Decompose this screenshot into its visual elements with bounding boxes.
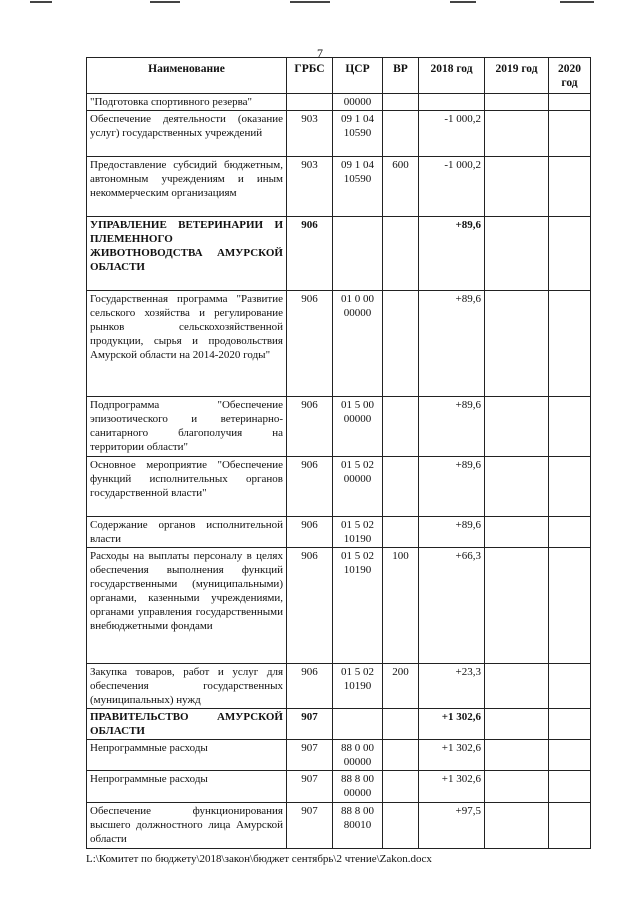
cell-y2018: -1 000,2 — [419, 157, 485, 217]
cell-y2019 — [485, 517, 549, 548]
cell-name: Обеспечение функционирования высшего должностного лица Амурской области — [87, 803, 287, 849]
cell-name: Непрограммные расходы — [87, 740, 287, 771]
cell-y2019 — [485, 217, 549, 291]
table-row — [87, 94, 591, 111]
table-row — [87, 517, 591, 548]
page-number: 7 — [317, 46, 323, 60]
table-row — [87, 548, 591, 664]
cell-grbs — [287, 94, 333, 111]
cell-csr: 01 5 02 10190 — [333, 548, 383, 664]
cell-grbs: 906 — [287, 548, 333, 664]
table-header-row — [87, 58, 591, 94]
cell-y2018: +89,6 — [419, 291, 485, 397]
cell-y2018: +89,6 — [419, 397, 485, 457]
cell-grbs: 907 — [287, 803, 333, 849]
cell-y2020 — [549, 291, 591, 397]
cell-y2020 — [549, 548, 591, 664]
table-row — [87, 157, 591, 217]
table-row — [87, 771, 591, 803]
cell-y2019 — [485, 664, 549, 709]
table-row — [87, 740, 591, 771]
cell-y2020 — [549, 664, 591, 709]
cell-csr: 09 1 04 10590 — [333, 111, 383, 157]
header-2019: 2019 год — [485, 58, 549, 94]
cell-csr: 01 5 00 00000 — [333, 397, 383, 457]
header-2020: 2020 год — [549, 58, 591, 94]
cell-grbs: 906 — [287, 517, 333, 548]
cell-csr: 88 0 00 00000 — [333, 740, 383, 771]
cell-csr: 01 0 00 00000 — [333, 291, 383, 397]
cell-csr: 09 1 04 10590 — [333, 157, 383, 217]
cell-y2020 — [549, 111, 591, 157]
cell-name: "Подготовка спортивного резерва" — [87, 94, 287, 111]
cell-grbs: 903 — [287, 157, 333, 217]
cell-csr: 88 8 00 00000 — [333, 771, 383, 803]
table-row — [87, 457, 591, 517]
cell-y2019 — [485, 94, 549, 111]
cell-y2020 — [549, 740, 591, 771]
table-body — [87, 94, 591, 849]
table-row — [87, 397, 591, 457]
cell-name: Предоставление субсидий бюджетным, автономным учреждениям и иным некоммерческим организациям — [87, 157, 287, 217]
cell-csr — [333, 217, 383, 291]
table-row — [87, 803, 591, 849]
cell-y2020 — [549, 517, 591, 548]
table-row — [87, 709, 591, 740]
cell-name: УПРАВЛЕНИЕ ВЕТЕРИНАРИИ И ПЛЕМЕННОГО ЖИВОТНОВОДСТВА АМУРСКОЙ ОБЛАСТИ — [87, 217, 287, 291]
cell-csr: 01 5 02 10190 — [333, 664, 383, 709]
cell-y2020 — [549, 457, 591, 517]
cell-vr — [383, 771, 419, 803]
cell-vr — [383, 217, 419, 291]
cell-csr: 88 8 00 80010 — [333, 803, 383, 849]
cell-grbs: 907 — [287, 709, 333, 740]
cell-y2018: -1 000,2 — [419, 111, 485, 157]
budget-table — [86, 57, 591, 849]
cell-y2019 — [485, 548, 549, 664]
cell-y2020 — [549, 397, 591, 457]
cell-y2020 — [549, 217, 591, 291]
cell-grbs: 906 — [287, 217, 333, 291]
cell-vr — [383, 94, 419, 111]
cell-csr: 01 5 02 00000 — [333, 457, 383, 517]
cell-name: Подпрограмма "Обеспечение эпизоотического и ветеринарно-санитарного благополучия на территории области" — [87, 397, 287, 457]
cell-csr: 00000 — [333, 94, 383, 111]
cell-y2019 — [485, 157, 549, 217]
header-2018: 2018 год — [419, 58, 485, 94]
cell-name: Закупка товаров, работ и услуг для обеспечения государственных (муниципальных) нужд — [87, 664, 287, 709]
cell-y2019 — [485, 740, 549, 771]
cell-y2019 — [485, 771, 549, 803]
cell-name: Содержание органов исполнительной власти — [87, 517, 287, 548]
cell-grbs: 906 — [287, 397, 333, 457]
cell-csr — [333, 709, 383, 740]
cell-vr — [383, 517, 419, 548]
cell-name: Расходы на выплаты персоналу в целях обеспечения выполнения функций государственными (муниципальными) органами, казенными учреждениями, органами управления государственными внебюджетными фондами — [87, 548, 287, 664]
cell-vr — [383, 803, 419, 849]
cell-grbs: 903 — [287, 111, 333, 157]
footer-file-path: L:\Комитет по бюджету\2018\закон\бюджет сентябрь\2 чтение\Zakon.docx — [86, 853, 432, 865]
cell-y2019 — [485, 709, 549, 740]
table-row — [87, 291, 591, 397]
cell-y2018: +89,6 — [419, 217, 485, 291]
cell-vr — [383, 740, 419, 771]
cell-y2018: +89,6 — [419, 517, 485, 548]
cell-y2019 — [485, 397, 549, 457]
cell-y2018: +23,3 — [419, 664, 485, 709]
cell-csr: 01 5 02 10190 — [333, 517, 383, 548]
cell-vr — [383, 111, 419, 157]
cell-y2019 — [485, 111, 549, 157]
cell-y2020 — [549, 157, 591, 217]
cell-vr: 100 — [383, 548, 419, 664]
cell-y2019 — [485, 457, 549, 517]
cell-y2020 — [549, 803, 591, 849]
cell-vr — [383, 291, 419, 397]
cell-grbs: 906 — [287, 291, 333, 397]
cell-y2019 — [485, 803, 549, 849]
cell-name: Основное мероприятие "Обеспечение функций исполнительных органов государственной власти" — [87, 457, 287, 517]
table-row — [87, 664, 591, 709]
cell-name: Обеспечение деятельности (оказание услуг) государственных учреждений — [87, 111, 287, 157]
cell-vr — [383, 709, 419, 740]
cell-grbs: 907 — [287, 771, 333, 803]
scan-edge-marks — [0, 0, 640, 4]
cell-grbs: 907 — [287, 740, 333, 771]
header-name: Наименование — [87, 58, 287, 94]
cell-name: ПРАВИТЕЛЬСТВО АМУРСКОЙ ОБЛАСТИ — [87, 709, 287, 740]
cell-vr: 600 — [383, 157, 419, 217]
cell-y2018: +1 302,6 — [419, 740, 485, 771]
cell-name: Непрограммные расходы — [87, 771, 287, 803]
header-csr: ЦСР — [333, 58, 383, 94]
cell-y2018: +97,5 — [419, 803, 485, 849]
cell-y2020 — [549, 709, 591, 740]
cell-grbs: 906 — [287, 457, 333, 517]
cell-y2018 — [419, 94, 485, 111]
cell-y2020 — [549, 94, 591, 111]
table-row — [87, 111, 591, 157]
cell-name: Государственная программа "Развитие сельского хозяйства и регулирование рынков сельскохозяйственной продукции, сырья и продовольствия Амурской области на 2014-2020 годы" — [87, 291, 287, 397]
table-row — [87, 217, 591, 291]
cell-vr — [383, 457, 419, 517]
cell-vr — [383, 397, 419, 457]
cell-y2018: +1 302,6 — [419, 771, 485, 803]
cell-y2018: +89,6 — [419, 457, 485, 517]
cell-vr: 200 — [383, 664, 419, 709]
cell-y2019 — [485, 291, 549, 397]
header-grbs: ГРБС — [287, 58, 333, 94]
header-vr: ВР — [383, 58, 419, 94]
cell-grbs: 906 — [287, 664, 333, 709]
cell-y2020 — [549, 771, 591, 803]
cell-y2018: +1 302,6 — [419, 709, 485, 740]
cell-y2018: +66,3 — [419, 548, 485, 664]
